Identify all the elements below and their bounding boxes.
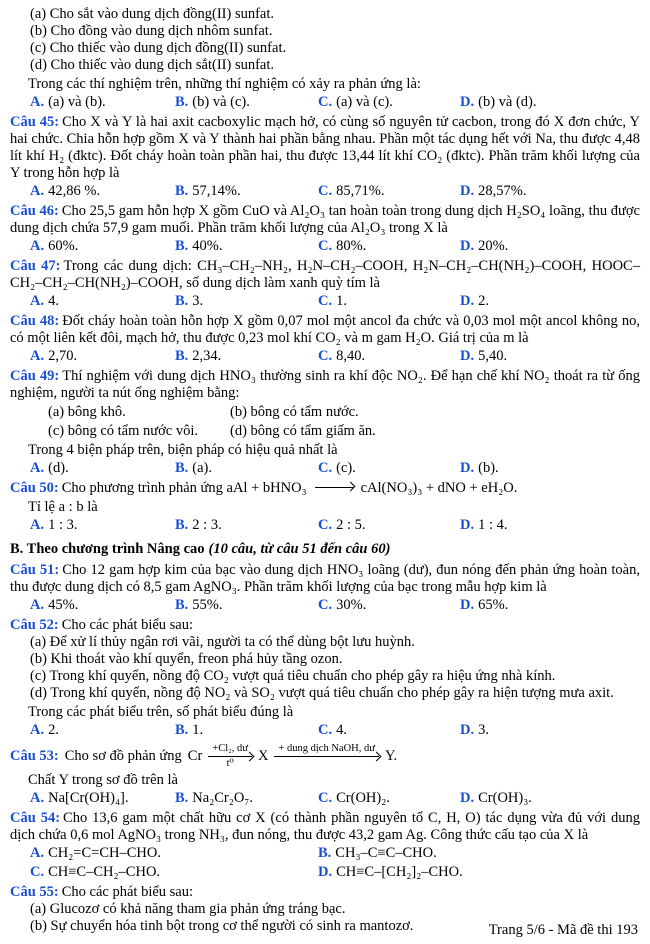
question-44-continued <box>10 6 640 74</box>
question-48-label: Câu 48: <box>10 313 60 329</box>
question-45-label: Câu 45: <box>10 114 60 130</box>
answer-row-q47 <box>10 293 640 310</box>
answer-letter-c: C. <box>318 348 333 364</box>
question-50-intro: Cho phương trình phản ứng <box>61 480 223 496</box>
answer-letter-b: B. <box>175 348 189 364</box>
answer-text-c: 80%. <box>336 238 367 254</box>
answer-option-c <box>318 460 460 477</box>
answer-option-b <box>175 348 318 365</box>
question-47-body: Trong các dung dịch: CH₃–CH₂–NH₂, H₂N–CH₂–COOH, H₂N–CH₂–CH(NH₂)–COOH, HOOC–CH₂–CH₂–CH(NH₂)–COOH, số dung dịch làm xanh quỳ tím là <box>10 258 640 291</box>
answer-letter-b: B. <box>175 517 189 533</box>
question-49-options-row2 <box>10 423 640 440</box>
arrow-2-top-label: + dung dịch NaOH, dư <box>278 743 375 754</box>
answer-letter-c: C. <box>318 183 333 199</box>
arrow-1-bottom-label: t⁰ <box>226 758 234 769</box>
answer-text-b: CH₃–C≡C–CHO. <box>335 845 437 861</box>
answer-letter-b: B. <box>175 597 189 613</box>
answer-text-a: 2,70. <box>48 348 78 364</box>
answer-letter-b: B. <box>175 183 189 199</box>
option-c: (c) bông có tẩm nước vôi. <box>48 423 199 439</box>
question-47-text <box>10 258 640 292</box>
answer-letter-b: B. <box>175 238 189 254</box>
answer-text-b: 40%. <box>192 238 223 254</box>
reaction-arrow-2 <box>274 743 378 770</box>
answer-text-c: 30%. <box>336 597 367 613</box>
answer-letter-c: C. <box>30 864 45 880</box>
answer-letter-a: A. <box>30 348 45 364</box>
answer-row-q52 <box>10 722 640 739</box>
answer-letter-d: D. <box>460 293 475 309</box>
statement-b: (b) Sự chuyển hóa tinh bột trong cơ thể người có sinh ra mantozơ. <box>30 918 414 934</box>
answer-letter-c: C. <box>318 597 333 613</box>
question-45-text <box>10 114 640 182</box>
option-d: (d) bông có tẩm giấm ăn. <box>230 423 376 439</box>
statement-d: (d) Cho thiếc vào dung dịch sắt(II) sunfat. <box>30 57 275 73</box>
answer-text-d: 3. <box>478 722 489 738</box>
answer-text-a: 42,86 %. <box>48 183 101 199</box>
answer-text-c: 1. <box>336 293 347 309</box>
statement-a: (a) Để xử lí thủy ngân rơi vãi, người ta có thể dùng bột lưu huỳnh. <box>30 634 415 650</box>
answer-option-c <box>318 183 460 200</box>
answer-option-d <box>460 94 640 111</box>
answer-letter-b: B. <box>175 790 189 806</box>
answer-option-b <box>175 722 318 739</box>
answer-text-d: (b) và (d). <box>478 94 537 110</box>
answer-option-c <box>30 864 318 881</box>
question-48 <box>10 313 640 365</box>
answer-option-b <box>175 460 318 477</box>
question-51 <box>10 562 640 614</box>
answer-option-b <box>175 94 318 111</box>
answer-text-d: CH≡C–[CH₂]₂–CHO. <box>336 864 463 880</box>
answer-text-c: 2 : 5. <box>336 517 366 533</box>
answer-letter-c: C. <box>318 293 333 309</box>
answer-row-q46 <box>10 238 640 255</box>
section-b-header <box>10 541 640 558</box>
answer-text-c: (c). <box>336 460 356 476</box>
statement-d: (d) Trong khí quyển, nồng độ NO₂ và SO₂ vượt quá tiêu chuẩn cho phép gây ra hiện tượng mưa axit. <box>30 685 614 701</box>
question-47 <box>10 258 640 310</box>
question-49-body: Thí nghiệm với dung dịch HNO₃ thường sinh ra khí độc NO₂. Để hạn chế khí NO₂ thoát ra từ ống nghiệm, người ta nút ống nghiệm bằng: <box>10 368 640 401</box>
question-54-body: Cho 13,6 gam một chất hữu cơ X (có thành phần nguyên tố C, H, O) tác dụng vừa đủ với dung dịch chứa 0,6 mol AgNO₃ trong NH₃, đun nóng, thu được 43,2 gam Ag. Công thức cấu tạo của X là <box>10 810 640 843</box>
section-b-subtitle: (10 câu, từ câu 51 đến câu 60) <box>208 541 391 557</box>
answer-text-c: 8,40. <box>336 348 366 364</box>
answer-option-c <box>318 517 460 534</box>
answer-option-d <box>460 183 640 200</box>
question-45-body: Cho X và Y là hai axit cacboxylic mạch hở, có cùng số nguyên tử cacbon, trong đó X đơn chức, Y hai chức. Chia hỗn hợp gồm X và Y thành hai phần bằng nhau. Phần một tác dụng hết với Na, thu được 4,48 lít khí H₂ (đktc). Đốt cháy hoàn toàn phần hai, thu được 13,44 lít khí CO₂ (đktc). Phần trăm khối lượng của Y trong hỗn hợp là <box>10 114 640 181</box>
question-46-text <box>10 203 640 237</box>
page-footer: Trang 5/6 - Mã đề thi 193 <box>488 922 638 938</box>
answer-option-a <box>30 517 175 534</box>
answer-option-a <box>30 597 175 614</box>
answer-text-b: (a). <box>192 460 213 476</box>
answer-text-b: (b) và (c). <box>192 94 250 110</box>
answer-row-q49 <box>10 460 640 477</box>
answer-letter-b: B. <box>175 94 189 110</box>
answer-text-a: (a) và (b). <box>48 94 106 110</box>
answer-text-b: 55%. <box>192 597 223 613</box>
answer-option-b <box>175 790 318 807</box>
answer-option-b <box>175 238 318 255</box>
arrow-2-bottom-label <box>323 758 331 770</box>
answer-option-a <box>30 845 318 862</box>
answer-text-d: 5,40. <box>478 348 508 364</box>
answer-letter-a: A. <box>30 517 45 533</box>
reactant: Cr <box>187 748 203 764</box>
answer-letter-d: D. <box>460 183 475 199</box>
question-49-label: Câu 49: <box>10 368 60 384</box>
answer-letter-a: A. <box>30 845 45 861</box>
answer-option-d <box>318 864 640 881</box>
question-52 <box>10 617 640 739</box>
reaction-arrow-icon <box>315 487 353 488</box>
question-49-prompt: Trong 4 biện pháp trên, biện pháp có hiệu quả nhất là <box>28 442 338 458</box>
question-51-body: Cho 12 gam hợp kim của bạc vào dung dịch HNO₃ loãng (dư), đun nóng đến phản ứng hoàn toàn, thu được dung dịch có 8,5 gam AgNO₃. Phần trăm khối lượng của bạc trong mẫu hợp kim là <box>10 562 640 595</box>
option-a: (a) bông khô. <box>48 404 126 420</box>
answer-text-b: Na₂Cr₂O₇. <box>192 790 253 806</box>
section-b-title: B. Theo chương trình Nâng cao <box>10 541 205 557</box>
answer-option-a <box>30 460 175 477</box>
question-48-text <box>10 313 640 347</box>
answer-option-c <box>318 238 460 255</box>
answer-text-d: 1 : 4. <box>478 517 508 533</box>
statement-a: (a) Glucozơ có khả năng tham gia phản ứng tráng bạc. <box>30 901 346 917</box>
answer-option-d <box>460 238 640 255</box>
answer-row-q44 <box>10 94 640 111</box>
question-50-text <box>10 480 640 497</box>
question-52-options <box>10 634 640 702</box>
question-51-text <box>10 562 640 596</box>
question-54 <box>10 810 640 881</box>
answer-option-d <box>460 293 640 310</box>
question-52-intro: Cho các phát biểu sau: <box>61 617 194 633</box>
answer-text-c: 4. <box>336 722 347 738</box>
answer-letter-a: A. <box>30 722 45 738</box>
answer-letter-d: D. <box>460 348 475 364</box>
answer-text-a: 45%. <box>48 597 79 613</box>
answer-option-a <box>30 348 175 365</box>
answer-letter-d: D. <box>460 790 475 806</box>
arrow-1-top-label: +Cl₂, dư <box>212 743 248 754</box>
answer-letter-d: D. <box>460 94 475 110</box>
question-46-label: Câu 46: <box>10 203 59 219</box>
answer-option-b <box>318 845 640 862</box>
question-55-intro: Cho các phát biểu sau: <box>61 884 194 900</box>
answer-letter-c: C. <box>318 238 333 254</box>
question-46 <box>10 203 640 255</box>
answer-option-c <box>318 293 460 310</box>
statement-a: (a) Cho sắt vào dung dịch đồng(II) sunfat. <box>30 6 275 22</box>
question-53-label: Câu 53: <box>10 748 59 764</box>
answer-text-a: (d). <box>48 460 69 476</box>
answer-letter-d: D. <box>460 460 475 476</box>
answer-option-c <box>318 722 460 739</box>
arrow-1-shaft-icon <box>208 756 252 757</box>
answer-text-d: 65%. <box>478 597 509 613</box>
answer-letter-a: A. <box>30 94 45 110</box>
answer-option-c <box>318 94 460 111</box>
answer-option-d <box>460 722 640 739</box>
statement-c: (c) Trong khí quyển, nồng độ CO₂ vượt quá tiêu chuẩn cho phép gây ra hiệu ứng nhà kính. <box>30 668 556 684</box>
answer-option-b <box>175 183 318 200</box>
answer-option-a <box>30 293 175 310</box>
answer-letter-b: B. <box>175 722 189 738</box>
arrow-2-shaft-icon <box>274 756 378 757</box>
answer-text-a: 2. <box>48 722 59 738</box>
answer-option-a <box>30 790 175 807</box>
question-49 <box>10 368 640 477</box>
answer-letter-c: C. <box>318 94 333 110</box>
answer-text-c: (a) và (c). <box>336 94 393 110</box>
question-54-text <box>10 810 640 844</box>
answer-text-a: 4. <box>48 293 59 309</box>
answer-text-b: 2,34. <box>192 348 222 364</box>
answer-text-a: 60%. <box>48 238 79 254</box>
reaction-arrow-1 <box>208 743 252 770</box>
question-53-scheme-line <box>10 743 640 770</box>
answer-text-c: 85,71%. <box>336 183 385 199</box>
answer-letter-c: C. <box>318 460 333 476</box>
question-50 <box>10 480 640 534</box>
answer-option-b <box>175 517 318 534</box>
answer-option-d <box>460 517 640 534</box>
answer-text-b: 1. <box>192 722 204 738</box>
question-50-label: Câu 50: <box>10 480 59 496</box>
statement-b: (b) Cho đồng vào dung dịch nhôm sunfat. <box>30 23 273 39</box>
equation-left: aAl + bHNO₃ <box>226 480 307 496</box>
answer-letter-a: A. <box>30 790 45 806</box>
answer-grid-q54 <box>10 845 640 881</box>
answer-option-c <box>318 348 460 365</box>
question-52-label: Câu 52: <box>10 617 59 633</box>
option-b: (b) bông có tẩm nước. <box>230 404 359 420</box>
question-44-prompt: Trong các thí nghiệm trên, những thí nghiệm có xảy ra phản ứng là: <box>28 76 421 92</box>
answer-letter-d: D. <box>460 238 475 254</box>
answer-letter-d: D. <box>460 597 475 613</box>
question-53 <box>10 743 640 807</box>
equation-right: cAl(NO₃)₃ + dNO + eH₂O. <box>360 480 518 496</box>
product: Y. <box>384 748 398 764</box>
answer-letter-a: A. <box>30 460 45 476</box>
answer-letter-d: D. <box>318 864 333 880</box>
answer-text-b: 3. <box>192 293 204 309</box>
statement-b: (b) Khi thoát vào khí quyển, freon phá hủy tầng ozon. <box>30 651 343 667</box>
answer-option-d <box>460 790 640 807</box>
answer-option-a <box>30 183 175 200</box>
answer-text-a: CH₂=C=CH–CHO. <box>48 845 161 861</box>
answer-letter-a: A. <box>30 183 45 199</box>
answer-row-q48 <box>10 348 640 365</box>
answer-option-d <box>460 348 640 365</box>
answer-letter-d: D. <box>460 722 475 738</box>
answer-text-d: Cr(OH)₃. <box>478 790 532 806</box>
answer-letter-d: D. <box>460 517 475 533</box>
answer-letter-a: A. <box>30 597 45 613</box>
answer-row-q45 <box>10 183 640 200</box>
answer-letter-c: C. <box>318 790 333 806</box>
answer-letter-a: A. <box>30 238 45 254</box>
answer-text-c: CH≡C–CH₂–CHO. <box>48 864 161 880</box>
answer-text-d: 28,57%. <box>478 183 527 199</box>
question-49-options-row1 <box>10 404 640 421</box>
answer-option-c <box>318 597 460 614</box>
question-48-body: Đốt cháy hoàn toàn hỗn hợp X gồm 0,07 mol một ancol đa chức và 0,03 mol một ancol không no, có một liên kết đôi, mạch hở, thu được 0,23 mol khí CO₂ và m gam H₂O. Giá trị của m là <box>10 313 640 346</box>
answer-text-d: 20%. <box>478 238 509 254</box>
question-50-prompt: Tỉ lệ a : b là <box>28 499 98 515</box>
question-53-intro: Cho sơ đồ phản ứng <box>64 748 182 764</box>
question-55-text <box>10 884 640 901</box>
answer-letter-b: B. <box>175 293 189 309</box>
answer-letter-c: C. <box>318 722 333 738</box>
answer-text-d: 2. <box>478 293 489 309</box>
question-51-label: Câu 51: <box>10 562 60 578</box>
answer-text-b: 2 : 3. <box>192 517 222 533</box>
question-52-text <box>10 617 640 634</box>
answer-text-a: 1 : 3. <box>48 517 78 533</box>
question-54-label: Câu 54: <box>10 810 61 826</box>
answer-option-a <box>30 722 175 739</box>
answer-row-q50 <box>10 517 640 534</box>
question-53-prompt: Chất Y trong sơ đồ trên là <box>28 772 178 788</box>
answer-letter-a: A. <box>30 293 45 309</box>
question-55-label: Câu 55: <box>10 884 59 900</box>
answer-text-a: Na[Cr(OH)₄]. <box>48 790 129 806</box>
answer-text-d: (b). <box>478 460 499 476</box>
answer-option-b <box>175 293 318 310</box>
answer-row-q51 <box>10 597 640 614</box>
answer-letter-b: B. <box>175 460 189 476</box>
answer-option-d <box>460 597 640 614</box>
answer-option-b <box>175 597 318 614</box>
question-45 <box>10 114 640 200</box>
answer-letter-c: C. <box>318 517 333 533</box>
question-52-prompt: Trong các phát biểu trên, số phát biểu đúng là <box>28 704 294 720</box>
answer-option-d <box>460 460 640 477</box>
answer-letter-b: B. <box>318 845 332 861</box>
statement-c: (c) Cho thiếc vào dung dịch đồng(II) sunfat. <box>30 40 287 56</box>
answer-option-c <box>318 790 460 807</box>
question-47-label: Câu 47: <box>10 258 61 274</box>
answer-text-c: Cr(OH)₂. <box>336 790 390 806</box>
question-49-text <box>10 368 640 402</box>
question-46-body: Cho 25,5 gam hỗn hợp X gồm CuO và Al₂O₃ tan hoàn toàn trong dung dịch H₂SO₄ loãng, thu được dung dịch chứa 57,9 gam muối. Phần trăm khối lượng của Al₂O₃ trong X là <box>10 203 640 236</box>
answer-row-q53 <box>10 790 640 807</box>
answer-option-a <box>30 94 175 111</box>
intermediate: X <box>257 748 269 764</box>
answer-text-b: 57,14%. <box>192 183 241 199</box>
answer-option-a <box>30 238 175 255</box>
